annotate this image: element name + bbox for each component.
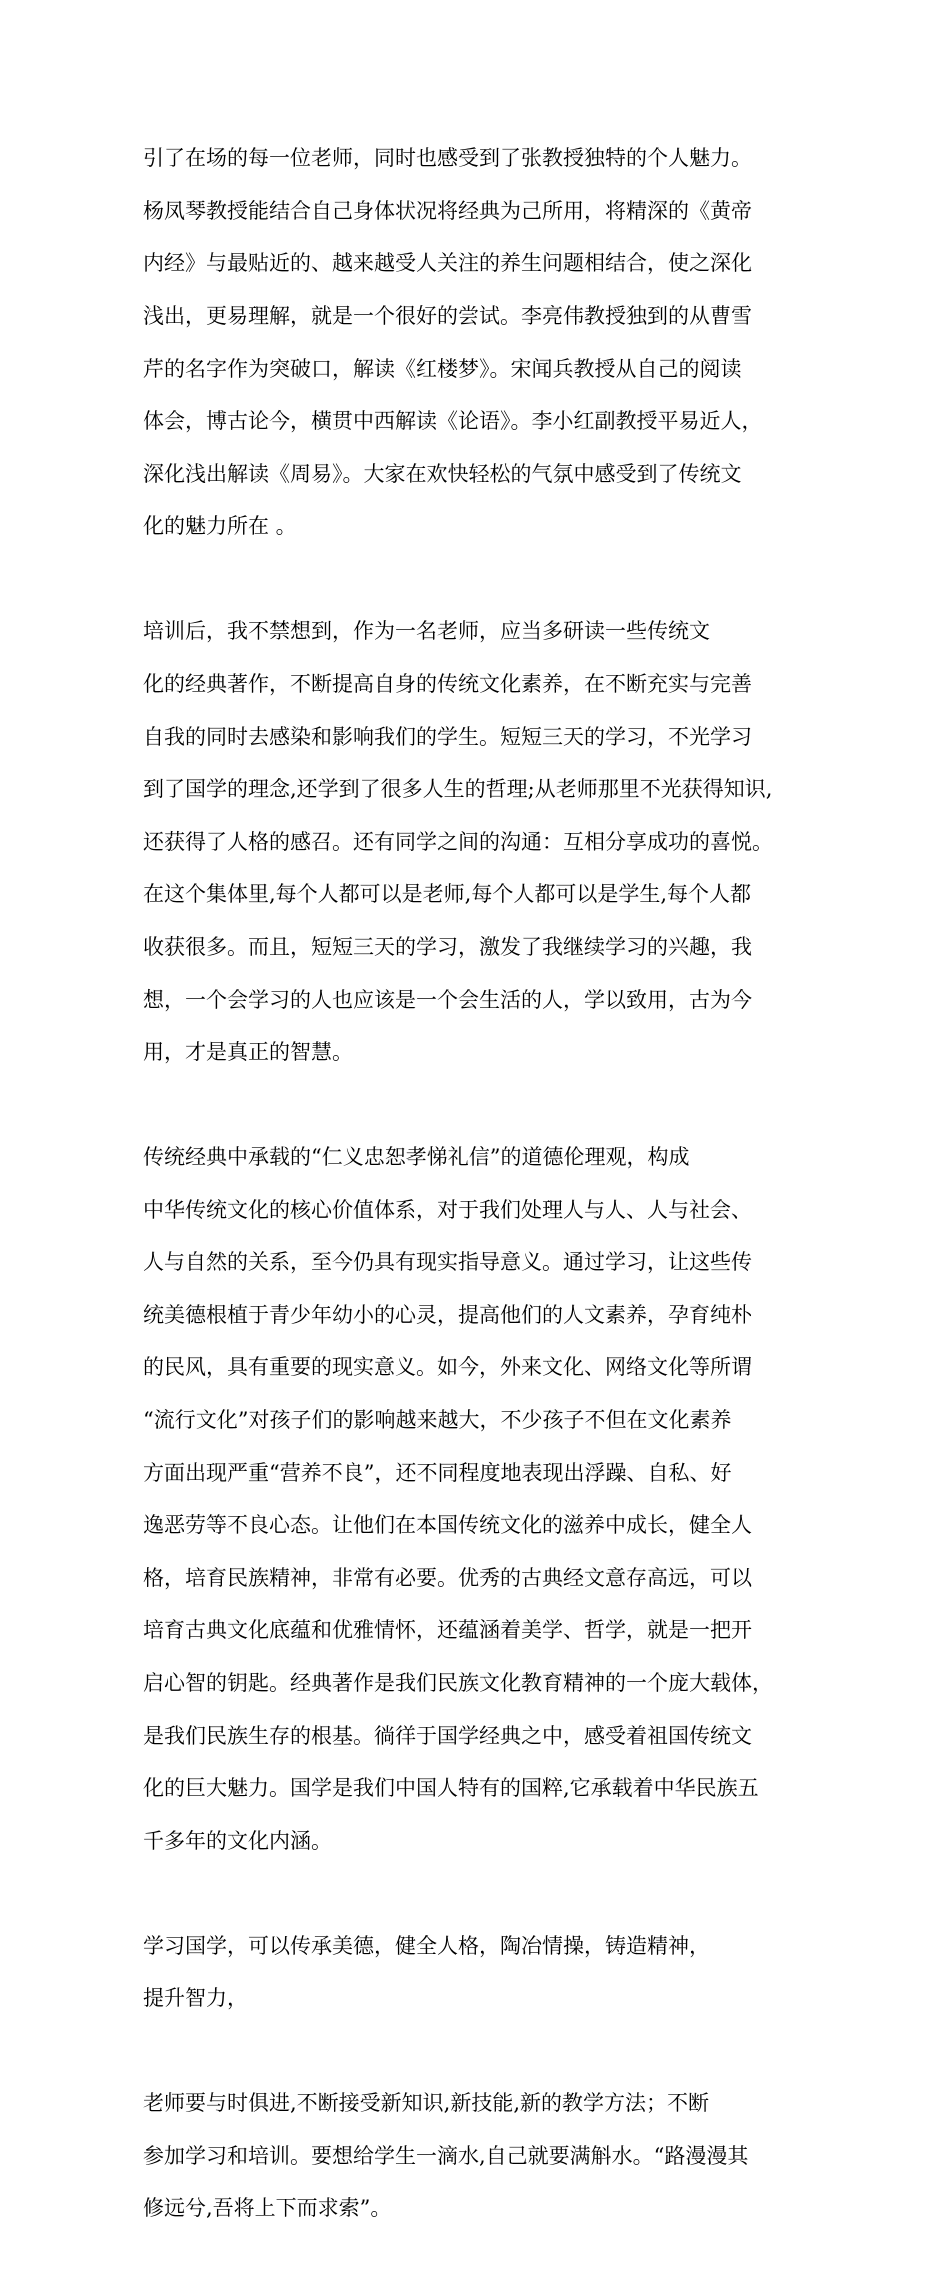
text-line: 千多年的文化内涵。 — [143, 1828, 332, 1853]
text-line: 参加学习和培训。要想给学生一滴水,自己就要满斛水。“路漫漫其 — [143, 2143, 749, 2168]
text-line: 在这个集体里,每个人都可以是老师,每个人都可以是学生,每个人都 — [143, 882, 752, 907]
text-line: 学习国学，可以传承美德，健全人格，陶冶情操，铸造精神， — [143, 1933, 710, 1958]
text-line: 培育古典文化底蕴和优雅情怀，还蕴涵着美学、哲学，就是一把开 — [143, 1618, 752, 1643]
paragraph-2 — [143, 592, 823, 1092]
text-line: 想，一个会学习的人也应该是一个会生活的人，学以致用，古为今 — [143, 987, 752, 1012]
text-line: 杨凤琴教授能结合自己身体状况将经典为己所用，将精深的《黄帝 — [143, 198, 752, 223]
text-line: “流行文化”对孩子们的影响越来越大，不少孩子不但在文化素养 — [143, 1407, 732, 1432]
text-line: 浅出，更易理解，就是一个很好的尝试。李亮伟教授独到的从曹雪 — [143, 304, 752, 329]
text-line: 自我的同时去感染和影响我们的学生。短短三天的学习，不光学习 — [143, 724, 752, 749]
text-line: 深化浅出解读《周易》。大家在欢快轻松的气氛中感受到了传统文 — [143, 461, 742, 486]
text-line: 还获得了人格的感召。还有同学之间的沟通：互相分享成功的喜悦。 — [143, 829, 773, 854]
text-line: 到了国学的理念,还学到了很多人生的哲理;从老师那里不光获得知识, — [143, 777, 773, 802]
text-line: 培训后，我不禁想到，作为一名老师，应当多研读一些传统文 — [143, 619, 710, 644]
text-line: 引了在场的每一位老师，同时也感受到了张教授独特的个人魅力。 — [143, 146, 752, 171]
text-line: 的民风，具有重要的现实意义。如今，外来文化、网络文化等所谓 — [143, 1355, 752, 1380]
text-line: 用，才是真正的智慧。 — [143, 1040, 353, 1065]
text-line: 芹的名字作为突破口，解读《红楼梦》。宋闻兵教授从自己的阅读 — [143, 356, 742, 381]
text-line: 方面出现严重“营养不良”，还不同程度地表现出浮躁、自私、好 — [143, 1460, 732, 1485]
text-line: 人与自然的关系，至今仍具有现实指导意义。通过学习，让这些传 — [143, 1250, 752, 1275]
text-line: 逸恶劳等不良心态。让他们在本国传统文化的滋养中成长，健全人 — [143, 1513, 752, 1538]
text-line: 化的巨大魅力。国学是我们中国人特有的国粹,它承载着中华民族五 — [143, 1776, 759, 1801]
text-line: 启心智的钥匙。经典著作是我们民族文化教育精神的一个庞大载体， — [143, 1670, 773, 1695]
text-line: 收获很多。而且，短短三天的学习，激发了我继续学习的兴趣，我 — [143, 934, 752, 959]
text-line: 是我们民族生存的根基。徜徉于国学经典之中，感受着祖国传统文 — [143, 1723, 752, 1748]
text-line: 统美德根植于青少年幼小的心灵，提高他们的人文素养，孕育纯朴 — [143, 1302, 752, 1327]
text-line: 内经》与最贴近的、越来越受人关注的养生问题相结合，使之深化 — [143, 251, 752, 276]
text-line: 传统经典中承载的“仁义忠恕孝悌礼信”的道德伦理观，构成 — [143, 1144, 690, 1169]
text-line: 体会，博古论今，横贯中西解读《论语》。李小红副教授平易近人， — [143, 409, 763, 434]
text-line: 提升智力， — [143, 1986, 248, 2011]
text-line: 中华传统文化的核心价值体系，对于我们处理人与人、人与社会、 — [143, 1197, 752, 1222]
text-line: 格，培育民族精神，非常有必要。优秀的古典经文意存高远，可以 — [143, 1565, 752, 1590]
paragraph-5 — [143, 2064, 823, 2248]
text-line: 化的经典著作，不断提高自身的传统文化素养，在不断充实与完善 — [143, 671, 752, 696]
text-line: 老师要与时俱进,不断接受新知识,新技能,新的教学方法；不断 — [143, 2091, 710, 2116]
paragraph-3 — [143, 1118, 823, 1881]
text-line: 化的魅力所在 。 — [143, 514, 297, 539]
document-body — [143, 119, 823, 2274]
paragraph-4 — [143, 1906, 823, 2037]
text-line: 修远兮,吾将上下而求索”。 — [143, 2196, 392, 2221]
paragraph-1 — [143, 119, 823, 566]
